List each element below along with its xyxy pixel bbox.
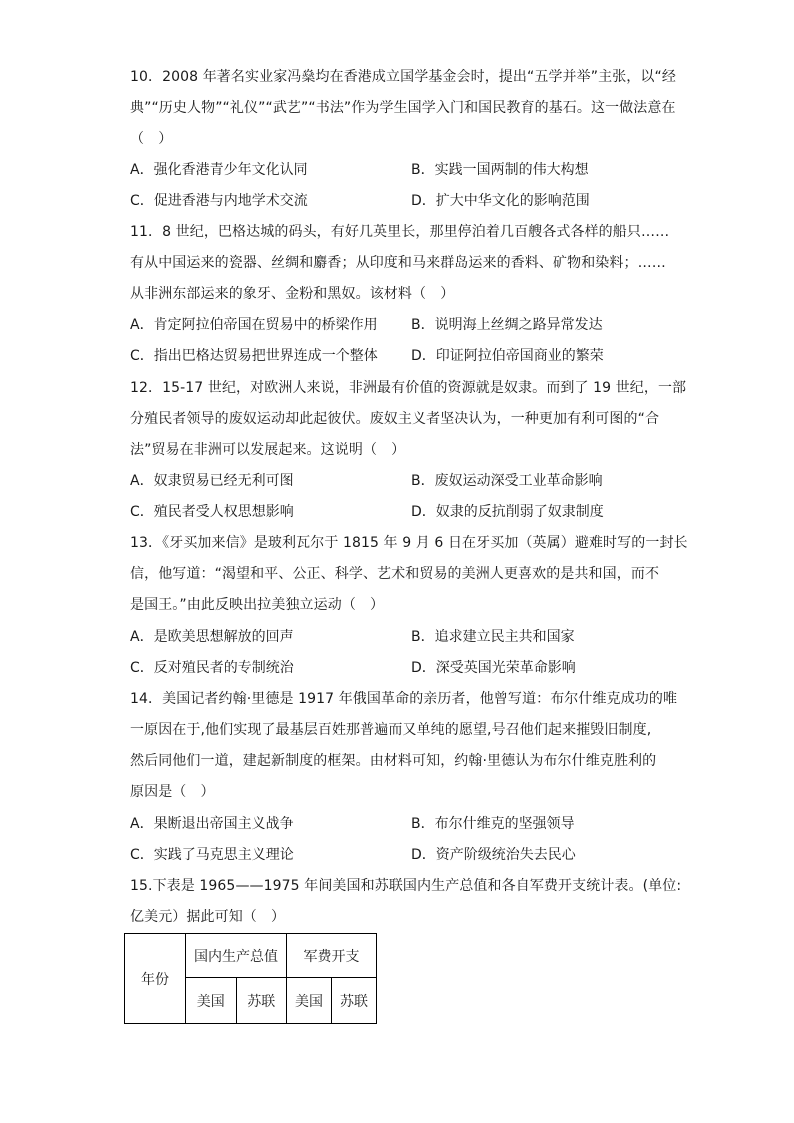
question-12-option-d: D．奴隶的反抗削弱了奴隶制度 bbox=[411, 504, 604, 520]
question-10-option-b: B．实践一国两制的伟大构想 bbox=[411, 162, 589, 178]
question-14-option-d: D．资产阶级统治失去民心 bbox=[411, 847, 576, 863]
question-15-line-1: 15.下表是 1965——1975 年间美国和苏联国内生产总值和各自军费开支统计表。(单位: bbox=[130, 878, 682, 894]
question-11-line-3: 从非洲东部运来的象牙、金粉和黑奴。该材料（ ） bbox=[130, 286, 455, 302]
question-13-option-a: A．是欧美思想解放的回声 bbox=[130, 629, 294, 645]
question-11-line-2: 有从中国运来的瓷器、丝绸和麝香；从印度和马来群岛运来的香料、矿物和染料；…… bbox=[130, 255, 666, 271]
question-14-line-4: 原因是（ ） bbox=[130, 784, 215, 800]
question-12-option-b: B．废奴运动深受工业革命影响 bbox=[411, 473, 603, 489]
question-13-option-b: B．追求建立民主共和国家 bbox=[411, 629, 575, 645]
question-11-option-d: D．印证阿拉伯帝国商业的繁荣 bbox=[411, 348, 604, 364]
question-10-line-3: （ ） bbox=[130, 131, 173, 147]
question-11-option-b: B．说明海上丝绸之路异常发达 bbox=[411, 317, 603, 333]
table-header-military-usa: 美国 bbox=[287, 978, 332, 1024]
question-10-option-d: D．扩大中华文化的影响范围 bbox=[411, 193, 590, 209]
question-13-line-3: 是国王。”由此反映出拉美独立运动（ ） bbox=[130, 597, 385, 613]
statistics-table bbox=[124, 933, 377, 1024]
question-12-option-a: A．奴隶贸易已经无利可图 bbox=[130, 473, 294, 489]
question-12-line-3: 法”贸易在非洲可以发展起来。这说明（ ） bbox=[130, 442, 406, 458]
table-header-year: 年份 bbox=[125, 934, 186, 1024]
question-11-option-c: C．指出巴格达贸易把世界连成一个整体 bbox=[130, 348, 378, 364]
question-14-option-c: C．实践了马克思主义理论 bbox=[130, 847, 294, 863]
question-10-line-2: 典”“历史人物”“礼仪”“武艺”“书法”作为学生国学入门和国民教育的基石。这一做法意在 bbox=[130, 100, 676, 116]
question-12-option-c: C．殖民者受人权思想影响 bbox=[130, 504, 294, 520]
question-12-line-1: 12．15-17 世纪，对欧洲人来说，非洲最有价值的资源就是奴隶。而到了 19 世纪，一部 bbox=[130, 380, 687, 396]
question-14-line-1: 14．美国记者约翰·里德是 1917 年俄国革命的亲历者，他曾写道：布尔什维克成功的唯 bbox=[130, 691, 678, 707]
question-13-line-1: 13．《牙买加来信》是玻利瓦尔于 1815 年 9 月 6 日在牙买加（英属）避难时写的一封长 bbox=[130, 535, 688, 551]
table-header-gdp: 国内生产总值 bbox=[186, 934, 287, 978]
question-11-option-a: A．肯定阿拉伯帝国在贸易中的桥梁作用 bbox=[130, 317, 378, 333]
table-header-military: 军费开支 bbox=[287, 934, 377, 978]
question-15-line-2: 亿美元）据此可知（ ） bbox=[130, 909, 286, 925]
table-header-military-ussr: 苏联 bbox=[332, 978, 377, 1024]
question-13-option-c: C．反对殖民者的专制统治 bbox=[130, 660, 294, 676]
table-header-gdp-usa: 美国 bbox=[186, 978, 237, 1024]
question-10-option-a: A．强化香港青少年文化认同 bbox=[130, 162, 308, 178]
table-header-gdp-ussr: 苏联 bbox=[236, 978, 287, 1024]
question-12-line-2: 分殖民者领导的废奴运动却此起彼伏。废奴主义者坚决认为，一种更加有利可图的“合 bbox=[130, 411, 660, 427]
question-10-option-c: C．促进香港与内地学术交流 bbox=[130, 193, 308, 209]
question-13-option-d: D．深受英国光荣革命影响 bbox=[411, 660, 576, 676]
question-14-line-3: 然后同他们一道，建起新制度的框架。由材料可知，约翰·里德认为布尔什维克胜利的 bbox=[130, 753, 657, 769]
question-14-option-b: B．布尔什维克的坚强领导 bbox=[411, 816, 575, 832]
question-10-line-1: 10．2008 年著名实业家冯燊均在香港成立国学基金会时，提出“五学并举”主张，以“经 bbox=[130, 69, 676, 85]
question-14-option-a: A．果断退出帝国主义战争 bbox=[130, 816, 294, 832]
question-11-line-1: 11．8 世纪，巴格达城的码头，有好几英里长，那里停泊着几百艘各式各样的船只…… bbox=[130, 224, 670, 240]
question-14-line-2: 一原因在于,他们实现了最基层百姓那普遍而又单纯的愿望,号召他们起来摧毁旧制度, bbox=[130, 722, 652, 738]
question-13-line-2: 信，他写道：“渴望和平、公正、科学、艺术和贸易的美洲人更喜欢的是共和国，而不 bbox=[130, 566, 660, 582]
